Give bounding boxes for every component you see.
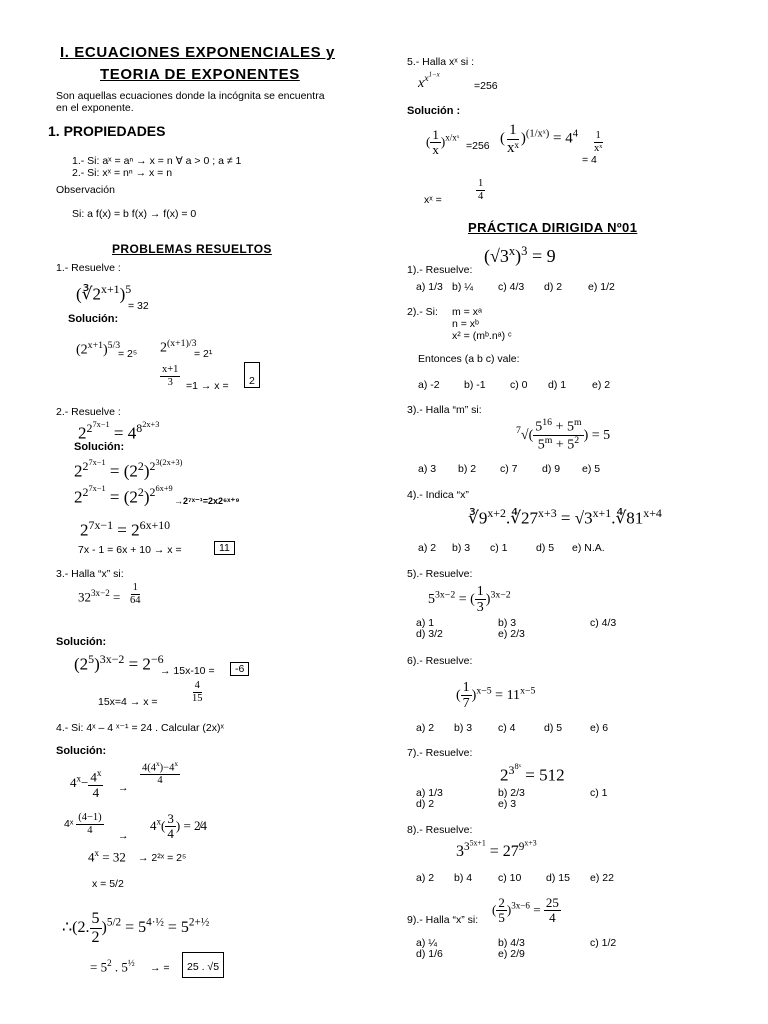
option[interactable]: e) 6 <box>590 722 609 734</box>
problem-3-x-frac: $\frac{4}{15}$ <box>192 680 203 704</box>
problem-4-step-2b: 4$^x$( $\frac{3}{4}$ ) = 2̸4 <box>150 811 208 842</box>
option[interactable]: d) 2 <box>544 281 563 293</box>
option[interactable]: b) 3 <box>498 617 517 629</box>
option[interactable]: b) 4 <box>454 872 473 884</box>
problem-4-step-2: 4ˣ $\frac{(4-1)}{4}$ <box>64 812 102 836</box>
observacion-formula: Si: a f(x) = b f(x) → f(x) = 0 <box>72 208 197 220</box>
question-4-formula: $∛9^{x+2}.∜27^{x+3}$ = $√3^{x+1}.∜81^{x+4}$ <box>468 506 662 528</box>
option[interactable]: b) -1 <box>464 379 486 391</box>
problem-4-step-1b: $\frac{4(4^x)-4^x}{4}$ <box>142 759 179 787</box>
problem-2-step-2: $2^{2^{7x-1}} = (2^2)^{2^{6x+9}}$ <box>74 484 173 507</box>
problem-1-solution-label: Solución: <box>68 313 119 325</box>
option[interactable]: b) ¼ <box>452 281 474 293</box>
problem-5-formula: $x^{x^{1-x}}$ <box>418 72 440 91</box>
problem-2-step-4: 7x - 1 = 6x + 10 → x = <box>78 544 182 556</box>
problem-3-step-1: $(2^5)^{3x-2} = 2^{-6}$ <box>74 652 164 674</box>
problem-1-label: 1.- Resuelve : <box>56 262 121 274</box>
question-2-question: Entonces (a b c) vale: <box>418 353 520 365</box>
intro-line-2: en el exponente. <box>56 102 134 114</box>
title-line-1: I. ECUACIONES EXPONENCIALES y <box>60 44 335 61</box>
question-6-label: 6).- Resuelve: <box>407 655 473 667</box>
option[interactable]: d) 5 <box>536 542 555 554</box>
problem-2-note: →2⁷ˣ⁻¹=2x2⁶ˣ⁺⁹ <box>174 496 240 506</box>
question-6-formula: ( $\frac{1}{7}$ )$^{x-5} = 11^{x-5}$ <box>456 680 536 712</box>
problem-5-step-3: $\frac{1}{\text{xˣ}}$ <box>594 130 603 154</box>
problem-4-step-5: = $5^2$ . $5^{\frac{1}{2}}$ <box>90 958 135 975</box>
problem-5-step-1-eq: =256 <box>466 140 490 152</box>
problem-3-fraction: $\frac{1}{64}$ <box>130 582 141 606</box>
option[interactable]: a) 2 <box>418 542 437 554</box>
problem-2-answer: 11 <box>214 541 235 555</box>
problemas-heading: PROBLEMAS RESUELTOS <box>112 242 272 256</box>
option[interactable]: e) 5 <box>582 463 601 475</box>
arrow-right-icon: → = <box>150 962 170 974</box>
observacion-label: Observación <box>56 184 115 196</box>
property-1: 1.- Si: aˣ = aⁿ → x = n ∀ a > 0 ; a ≠ 1 <box>72 155 242 167</box>
intro-line-1: Son aquellas ecuaciones donde la incógnita se encuentra <box>56 90 325 102</box>
question-8-formula: $3^{3^{5x+1}} = 27^{9^{x+3}}$ <box>456 838 537 861</box>
problem-5-step-3-eq: = 4 <box>582 154 597 166</box>
option[interactable]: a) 2 <box>416 722 435 734</box>
title-line-2: TEORIA DE EXPONENTES <box>100 66 300 83</box>
problem-3-solution-label: Solución: <box>56 636 107 648</box>
problem-4-step-4: ∴(2. $\frac{5}{2}$ )$^{5/2} = 5^{4\cdot\frac{1}{2}} = 5^{2+\frac{1}{2}}$ <box>62 910 210 946</box>
problem-1-step-1-eq: = 2⁵ <box>118 348 138 360</box>
question-2-line-2: n = xᵇ <box>452 318 480 330</box>
problem-4-answer: 25 . √5 <box>182 952 224 978</box>
problem-1-formula: $(∛2^{x+1})^5$ <box>76 282 132 304</box>
option[interactable]: d) 5 <box>544 722 563 734</box>
option[interactable]: d) 2 <box>416 798 435 810</box>
option[interactable]: a) 1/3 <box>416 281 443 293</box>
question-3-formula: $^7$√( $\frac{5^{16} + 5^m}{5^m + 5^2}$ ) = 5 <box>516 417 611 453</box>
option[interactable]: b) 3 <box>454 722 473 734</box>
question-7-label: 7).- Resuelve: <box>407 747 473 759</box>
option[interactable]: b) 2 <box>458 463 477 475</box>
arrow-right-icon: → <box>118 830 129 842</box>
problem-4-solution-label: Solución: <box>56 745 107 757</box>
option[interactable]: a) 3 <box>418 463 437 475</box>
question-5-formula: $5^{3x-2}$ = ( $\frac{1}{3}$ )$^{3x-2}$ <box>428 584 511 616</box>
question-9-formula: ( $\frac{2}{5}$ )$^{3x-6}$ = $\frac{25}{4}$ <box>492 895 559 926</box>
problem-5-step-1: ( $\frac{1}{x}$ )$^{x/xˣ}$ <box>426 127 460 158</box>
problem-1-step-1: $(2^{x+1})^{5/3}$ <box>76 340 121 358</box>
option[interactable]: c) 1 <box>490 542 508 554</box>
problem-1-step-2: $2^{(x+1)/3}$ <box>160 338 197 356</box>
question-3-label: 3).- Halla “m” si: <box>407 404 482 416</box>
problem-5-x-frac: $\frac{1}{4}$ <box>478 178 484 202</box>
question-7-formula: $2^{3^{8ˣ}} = 512$ <box>500 762 565 785</box>
arrow-right-icon: → <box>118 782 129 794</box>
option[interactable]: e) N.A. <box>572 542 605 554</box>
property-2: 2.- Si: xˣ = nⁿ → x = n <box>72 167 173 179</box>
question-1-formula: $(√3^x)^3 = 9$ <box>484 244 556 266</box>
option[interactable]: c) 1 <box>590 787 608 799</box>
problem-2-step-3: $2^{7x-1} = 2^{6x+10}$ <box>80 518 171 540</box>
option[interactable]: e) 1/2 <box>588 281 615 293</box>
problem-1-result: = 32 <box>128 300 149 312</box>
option[interactable]: a) 2 <box>416 872 435 884</box>
problem-5-label: 5.- Halla xˣ si : <box>407 56 475 68</box>
option[interactable]: c) 10 <box>498 872 522 884</box>
option[interactable]: a) 1 <box>416 617 435 629</box>
question-2-line-3: x² = (mᵇ.nᵃ) ᶜ <box>452 330 512 342</box>
option[interactable]: b) 4/3 <box>498 937 525 949</box>
question-2-label: 2).- Si: <box>407 306 438 318</box>
option[interactable]: c) 4 <box>498 722 516 734</box>
problem-3-label: 3.- Halla “x” si: <box>56 568 124 580</box>
question-2-line-1: m = xᵃ <box>452 306 482 318</box>
problem-4-step-3b: → 2²ˣ = 2⁵ <box>138 852 187 864</box>
question-8-label: 8).- Resuelve: <box>407 824 473 836</box>
problem-3-formula: $32^{3x-2}$ = <box>78 588 121 605</box>
option[interactable]: d) 1/6 <box>416 948 443 960</box>
option[interactable]: b) 2/3 <box>498 787 525 799</box>
option[interactable]: d) 15 <box>546 872 570 884</box>
option[interactable]: e) 2/3 <box>498 628 525 640</box>
option[interactable]: e) 22 <box>590 872 614 884</box>
problem-4-step-1: $4^x-$ $\frac{4^x}{4}$ <box>70 768 102 800</box>
problem-5-step-2: ( $\frac{1}{\text{xˣ}}$ )$^{(1/xˣ)} = 4^4$ <box>500 122 579 156</box>
option[interactable]: d) 9 <box>542 463 561 475</box>
option[interactable]: c) 7 <box>500 463 518 475</box>
problem-3-step-2: → 15x-10 = <box>160 665 215 677</box>
question-5-label: 5).- Resuelve: <box>407 568 473 580</box>
option[interactable]: d) 3/2 <box>416 628 443 640</box>
problem-1-step-3-frac: $\frac{x+1}{3}$ <box>162 364 179 388</box>
problem-2-solution-label: Solución: <box>74 441 125 453</box>
problem-1-step-2-eq: = 2¹ <box>194 348 213 360</box>
problem-2-step-1: $2^{2^{7x-1}} = (2^2)^{2^{3(2x+3)}}$ <box>74 458 183 481</box>
option[interactable]: c) 4/3 <box>498 281 525 293</box>
option[interactable]: e) 3 <box>498 798 517 810</box>
problem-3-answer: -6 <box>230 662 249 676</box>
section-propiedades: 1. PROPIEDADES <box>48 123 166 139</box>
option[interactable]: a) 1/3 <box>416 787 443 799</box>
problem-1-answer: 2 <box>244 362 260 388</box>
practica-heading: PRÁCTICA DIRIGIDA Nº01 <box>468 220 638 235</box>
option[interactable]: c) 0 <box>510 379 528 391</box>
question-4-label: 4).- Indica “x” <box>407 489 469 501</box>
option[interactable]: e) 2 <box>592 379 611 391</box>
problem-2-label: 2.- Resuelve : <box>56 406 121 418</box>
option[interactable]: a) ¼ <box>416 937 438 949</box>
problem-3-step-3: 15x=4 → x = <box>98 696 158 708</box>
problem-4-step-3: $4^x = 32$ <box>88 848 126 865</box>
option[interactable]: b) 3 <box>452 542 471 554</box>
problem-2-formula: $2^{2^{7x-1}} = 4^{8^{2x+3}}$ <box>78 420 160 443</box>
problem-5-x-label: xˣ = <box>424 194 442 206</box>
option[interactable]: c) 1/2 <box>590 937 617 949</box>
problem-5-solution-label: Solución : <box>407 105 461 117</box>
problem-4-x: x = 5/2 <box>92 878 124 890</box>
problem-1-step-3: =1 → x = <box>186 380 229 392</box>
option[interactable]: d) 1 <box>548 379 567 391</box>
problem-4-label: 4.- Si: 4ˣ – 4 ˣ⁻¹ = 24 . Calcular (2x)ˣ <box>56 722 224 734</box>
option[interactable]: e) 2/9 <box>498 948 525 960</box>
question-9-label: 9).- Halla “x” si: <box>407 914 479 926</box>
problem-5-result: =256 <box>474 80 498 92</box>
option[interactable]: c) 4/3 <box>590 617 617 629</box>
question-1-label: 1).- Resuelve: <box>407 264 473 276</box>
option[interactable]: a) -2 <box>418 379 440 391</box>
